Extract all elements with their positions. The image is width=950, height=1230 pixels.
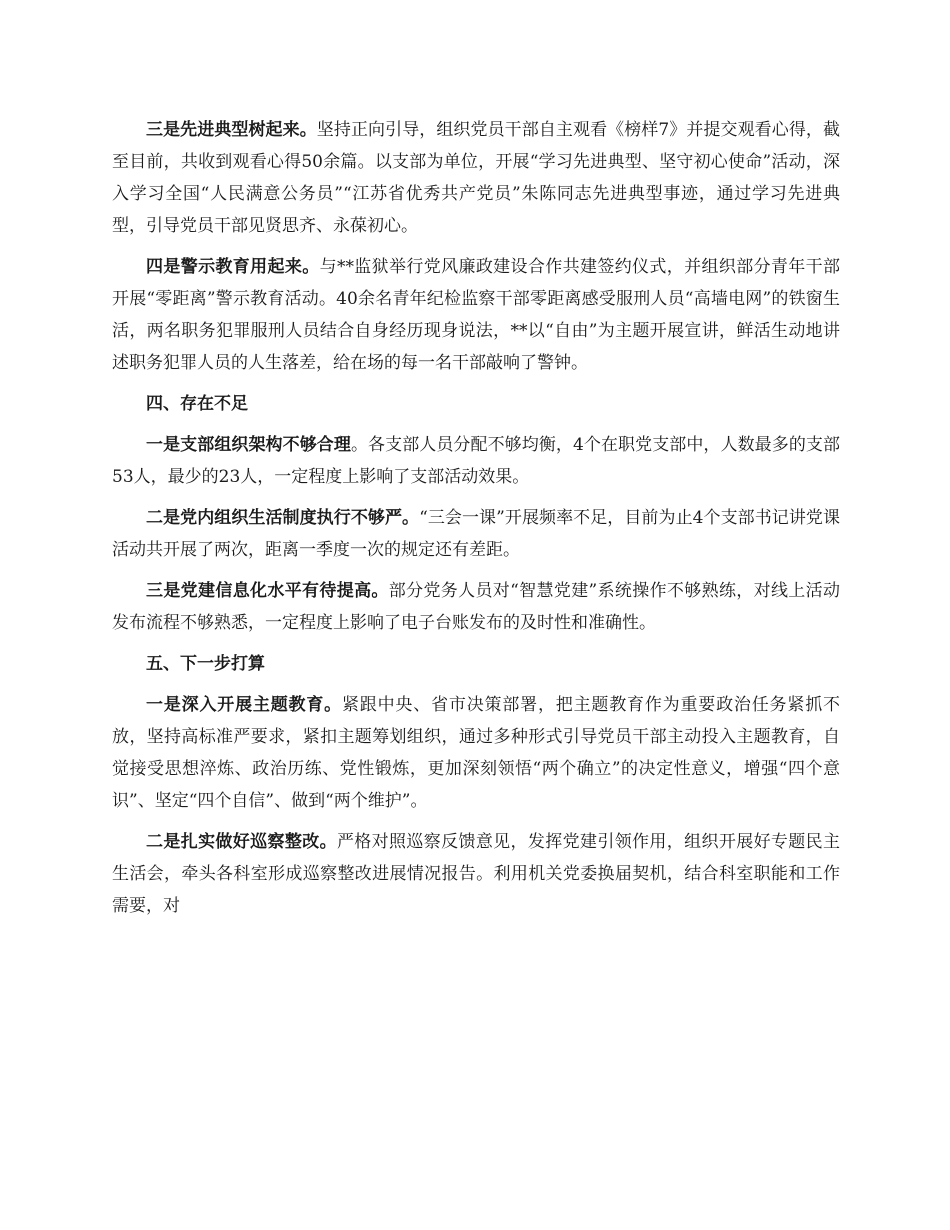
paragraph-text: 严格对照巡察反馈意见，发挥党建引领作用，组织开展好专题民主生活会，牵头各科室形成巡察整改进展情况报告。利用机关党委换届契机，结合科室职能和工作需要，对 xyxy=(112,832,841,916)
paragraph-lead: 一是深入开展主题教育。 xyxy=(146,695,342,715)
paragraph-inspection-rectification xyxy=(112,826,840,922)
paragraph-text: 坚持正向引导，组织党员干部自主观看《榜样7》并提交观看心得，截至目前，共收到观看心得50余篇。以支部为单位，开展“学习先进典型、坚守初心使命”活动，深入学习全国“人民满意公务员”“江苏省优秀共产党员”朱陈同志先进典型事迹，通过学习先进典型，引导党员干部见贤思齐、永葆初心。 xyxy=(112,120,840,236)
paragraph-text: 与**监狱举行党风廉政建设合作共建签约仪式，并组织部分青年干部开展“零距离”警示教育活动。40余名青年纪检监察干部零距离感受服刑人员“高墙电网”的铁窗生活，两名职务犯罪服刑人员结合自身经历现身说法，**以“自由”为主题开展宣讲，鲜活生动地讲述职务犯罪人员的人生落差，给在场的每一名干部敲响了警钟。 xyxy=(112,257,841,373)
paragraph-text: 紧跟中央、省市决策部署，把主题教育作为重要政治任务紧抓不放，坚持高标准严要求，紧扣主题筹划组织，通过多种形式引导党员干部主动投入主题教育，自觉接受思想淬炼、政治历练、党性锻炼，更加深刻领悟“两个确立”的决定性意义，增强“四个意识”、坚定“四个自信”、做到“两个维护”。 xyxy=(112,695,841,811)
paragraph-warning-education xyxy=(112,251,840,379)
paragraph-text: “三会一课”开展频率不足，目前为止4个支部书记讲党课活动共开展了两次，距离一季度一次的规定还有差距。 xyxy=(112,508,840,560)
document-page xyxy=(112,114,840,931)
paragraph-lead: 一是支部组织架构不够合理 xyxy=(146,435,351,455)
paragraph-text: 部分党务人员对“智慧党建”系统操作不够熟练，对线上活动发布流程不够熟悉，一定程度上影响了电子台账发布的及时性和准确性。 xyxy=(112,581,840,633)
paragraph-text: 。各支部人员分配不够均衡，4个在职党支部中，人数最多的支部53人，最少的23人，一定程度上影响了支部活动效果。 xyxy=(112,435,840,487)
paragraph-lead: 二是扎实做好巡察整改。 xyxy=(146,832,337,852)
paragraph-theme-education xyxy=(112,689,840,817)
paragraph-lead: 四是警示教育用起来。 xyxy=(146,257,320,277)
paragraph-organizational-life xyxy=(112,502,840,566)
paragraph-advanced-models xyxy=(112,114,840,242)
paragraph-lead: 三是党建信息化水平有待提高。 xyxy=(146,581,389,601)
paragraph-lead: 二是党内组织生活制度执行不够严。 xyxy=(146,508,420,528)
paragraph-branch-structure xyxy=(112,429,840,493)
section-heading-shortcomings: 四、存在不足 xyxy=(146,394,248,414)
section-heading-next-steps: 五、下一步打算 xyxy=(146,654,265,674)
paragraph-lead: 三是先进典型树起来。 xyxy=(146,120,317,140)
paragraph-informatization xyxy=(112,575,840,639)
